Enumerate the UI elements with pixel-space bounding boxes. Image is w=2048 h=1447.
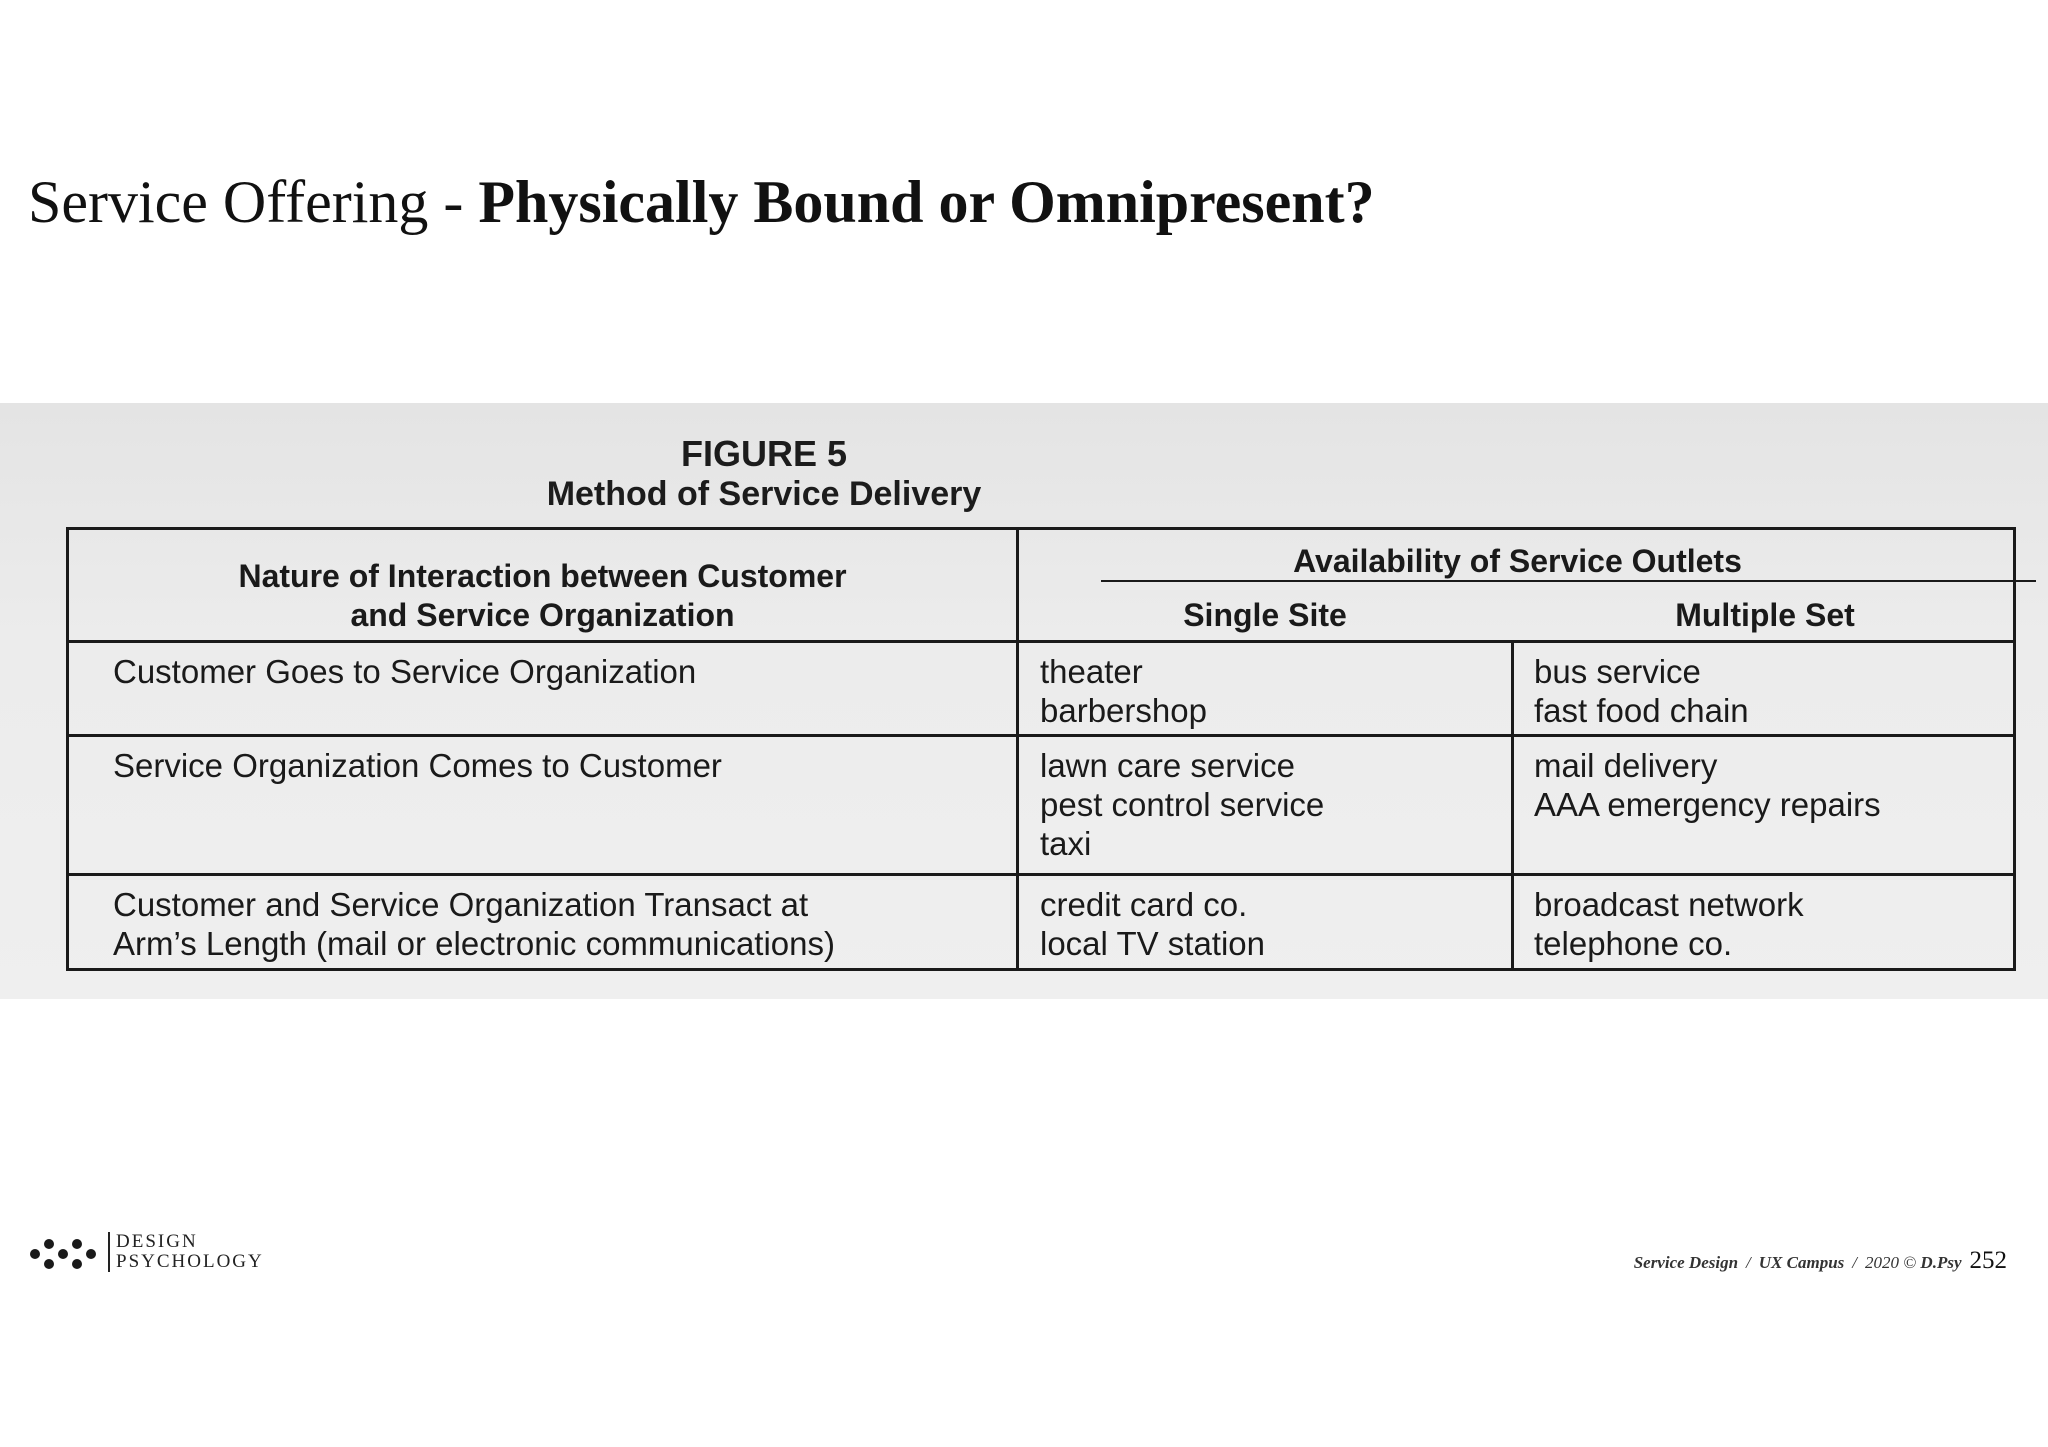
page-number: 252 bbox=[1969, 1247, 2007, 1274]
slide-footer bbox=[1634, 1247, 2007, 1275]
cell-line: Customer and Service Organization Transact at bbox=[113, 886, 809, 923]
cell-line: broadcast network bbox=[1534, 886, 1804, 923]
brand-line1: DESIGN bbox=[116, 1231, 198, 1252]
cell-line: mail delivery bbox=[1534, 747, 1718, 784]
footer-author: D.Psy bbox=[1920, 1253, 1962, 1272]
figure-caption bbox=[0, 434, 2048, 514]
table-cell-interaction bbox=[113, 746, 722, 785]
cell-line: theater bbox=[1040, 653, 1143, 690]
footer-separator: / bbox=[1746, 1253, 1751, 1272]
header-interaction-line2: and Service Organization bbox=[350, 597, 735, 633]
header-multiple-set: Multiple Set bbox=[1675, 597, 1855, 633]
table-cell-multiple bbox=[1534, 652, 1749, 730]
table-cell-interaction bbox=[113, 885, 835, 963]
cell-line: local TV station bbox=[1040, 925, 1266, 962]
cell-line: bus service bbox=[1534, 653, 1701, 690]
footer-year: 2020 © bbox=[1865, 1253, 1917, 1272]
column-divider bbox=[1511, 640, 1514, 968]
header-availability: Availability of Service Outlets bbox=[1293, 543, 1742, 579]
header-interaction bbox=[69, 557, 1016, 635]
table-cell-single bbox=[1040, 885, 1265, 963]
brand-wordmark bbox=[108, 1232, 264, 1272]
table-cell-multiple bbox=[1534, 746, 1881, 824]
cell-line: Service Organization Comes to Customer bbox=[113, 747, 722, 784]
slide-title-dash: - bbox=[428, 169, 479, 235]
dot-grid-logo-icon bbox=[28, 1233, 98, 1275]
table-cell-single bbox=[1040, 652, 1207, 730]
cell-line: Arm’s Length (mail or electronic communications) bbox=[113, 925, 835, 962]
cell-line: fast food chain bbox=[1534, 692, 1749, 729]
row-divider bbox=[69, 640, 2013, 643]
slide-title-bold: Physically Bound or Omnipresent? bbox=[478, 169, 1375, 235]
row-divider bbox=[69, 734, 2013, 737]
cell-line: AAA emergency repairs bbox=[1534, 786, 1881, 823]
service-delivery-table bbox=[66, 527, 2016, 971]
table-cell-single bbox=[1040, 746, 1324, 863]
brand-line2: PSYCHOLOGY bbox=[116, 1251, 264, 1272]
figure-subtitle: Method of Service Delivery bbox=[546, 475, 982, 513]
cell-line: barbershop bbox=[1040, 692, 1207, 729]
table-cell-multiple bbox=[1534, 885, 1804, 963]
row-divider bbox=[69, 873, 2013, 876]
figure-number: FIGURE 5 bbox=[680, 433, 848, 474]
footer-separator: / bbox=[1852, 1253, 1857, 1272]
header-single-site: Single Site bbox=[1183, 597, 1347, 633]
slide-title-regular: Service Offering bbox=[28, 169, 429, 235]
footer-course: Service Design bbox=[1633, 1253, 1739, 1272]
cell-line: credit card co. bbox=[1040, 886, 1248, 923]
header-interaction-line1: Nature of Interaction between Customer bbox=[238, 558, 847, 594]
cell-line: lawn care service bbox=[1040, 747, 1295, 784]
cell-line: pest control service bbox=[1040, 786, 1325, 823]
table-cell-interaction bbox=[113, 652, 696, 691]
cell-line: telephone co. bbox=[1534, 925, 1733, 962]
slide-title bbox=[28, 169, 1375, 235]
cell-line: Customer Goes to Service Organization bbox=[113, 653, 697, 690]
cell-line: taxi bbox=[1040, 825, 1092, 862]
footer-campus: UX Campus bbox=[1758, 1253, 1845, 1272]
